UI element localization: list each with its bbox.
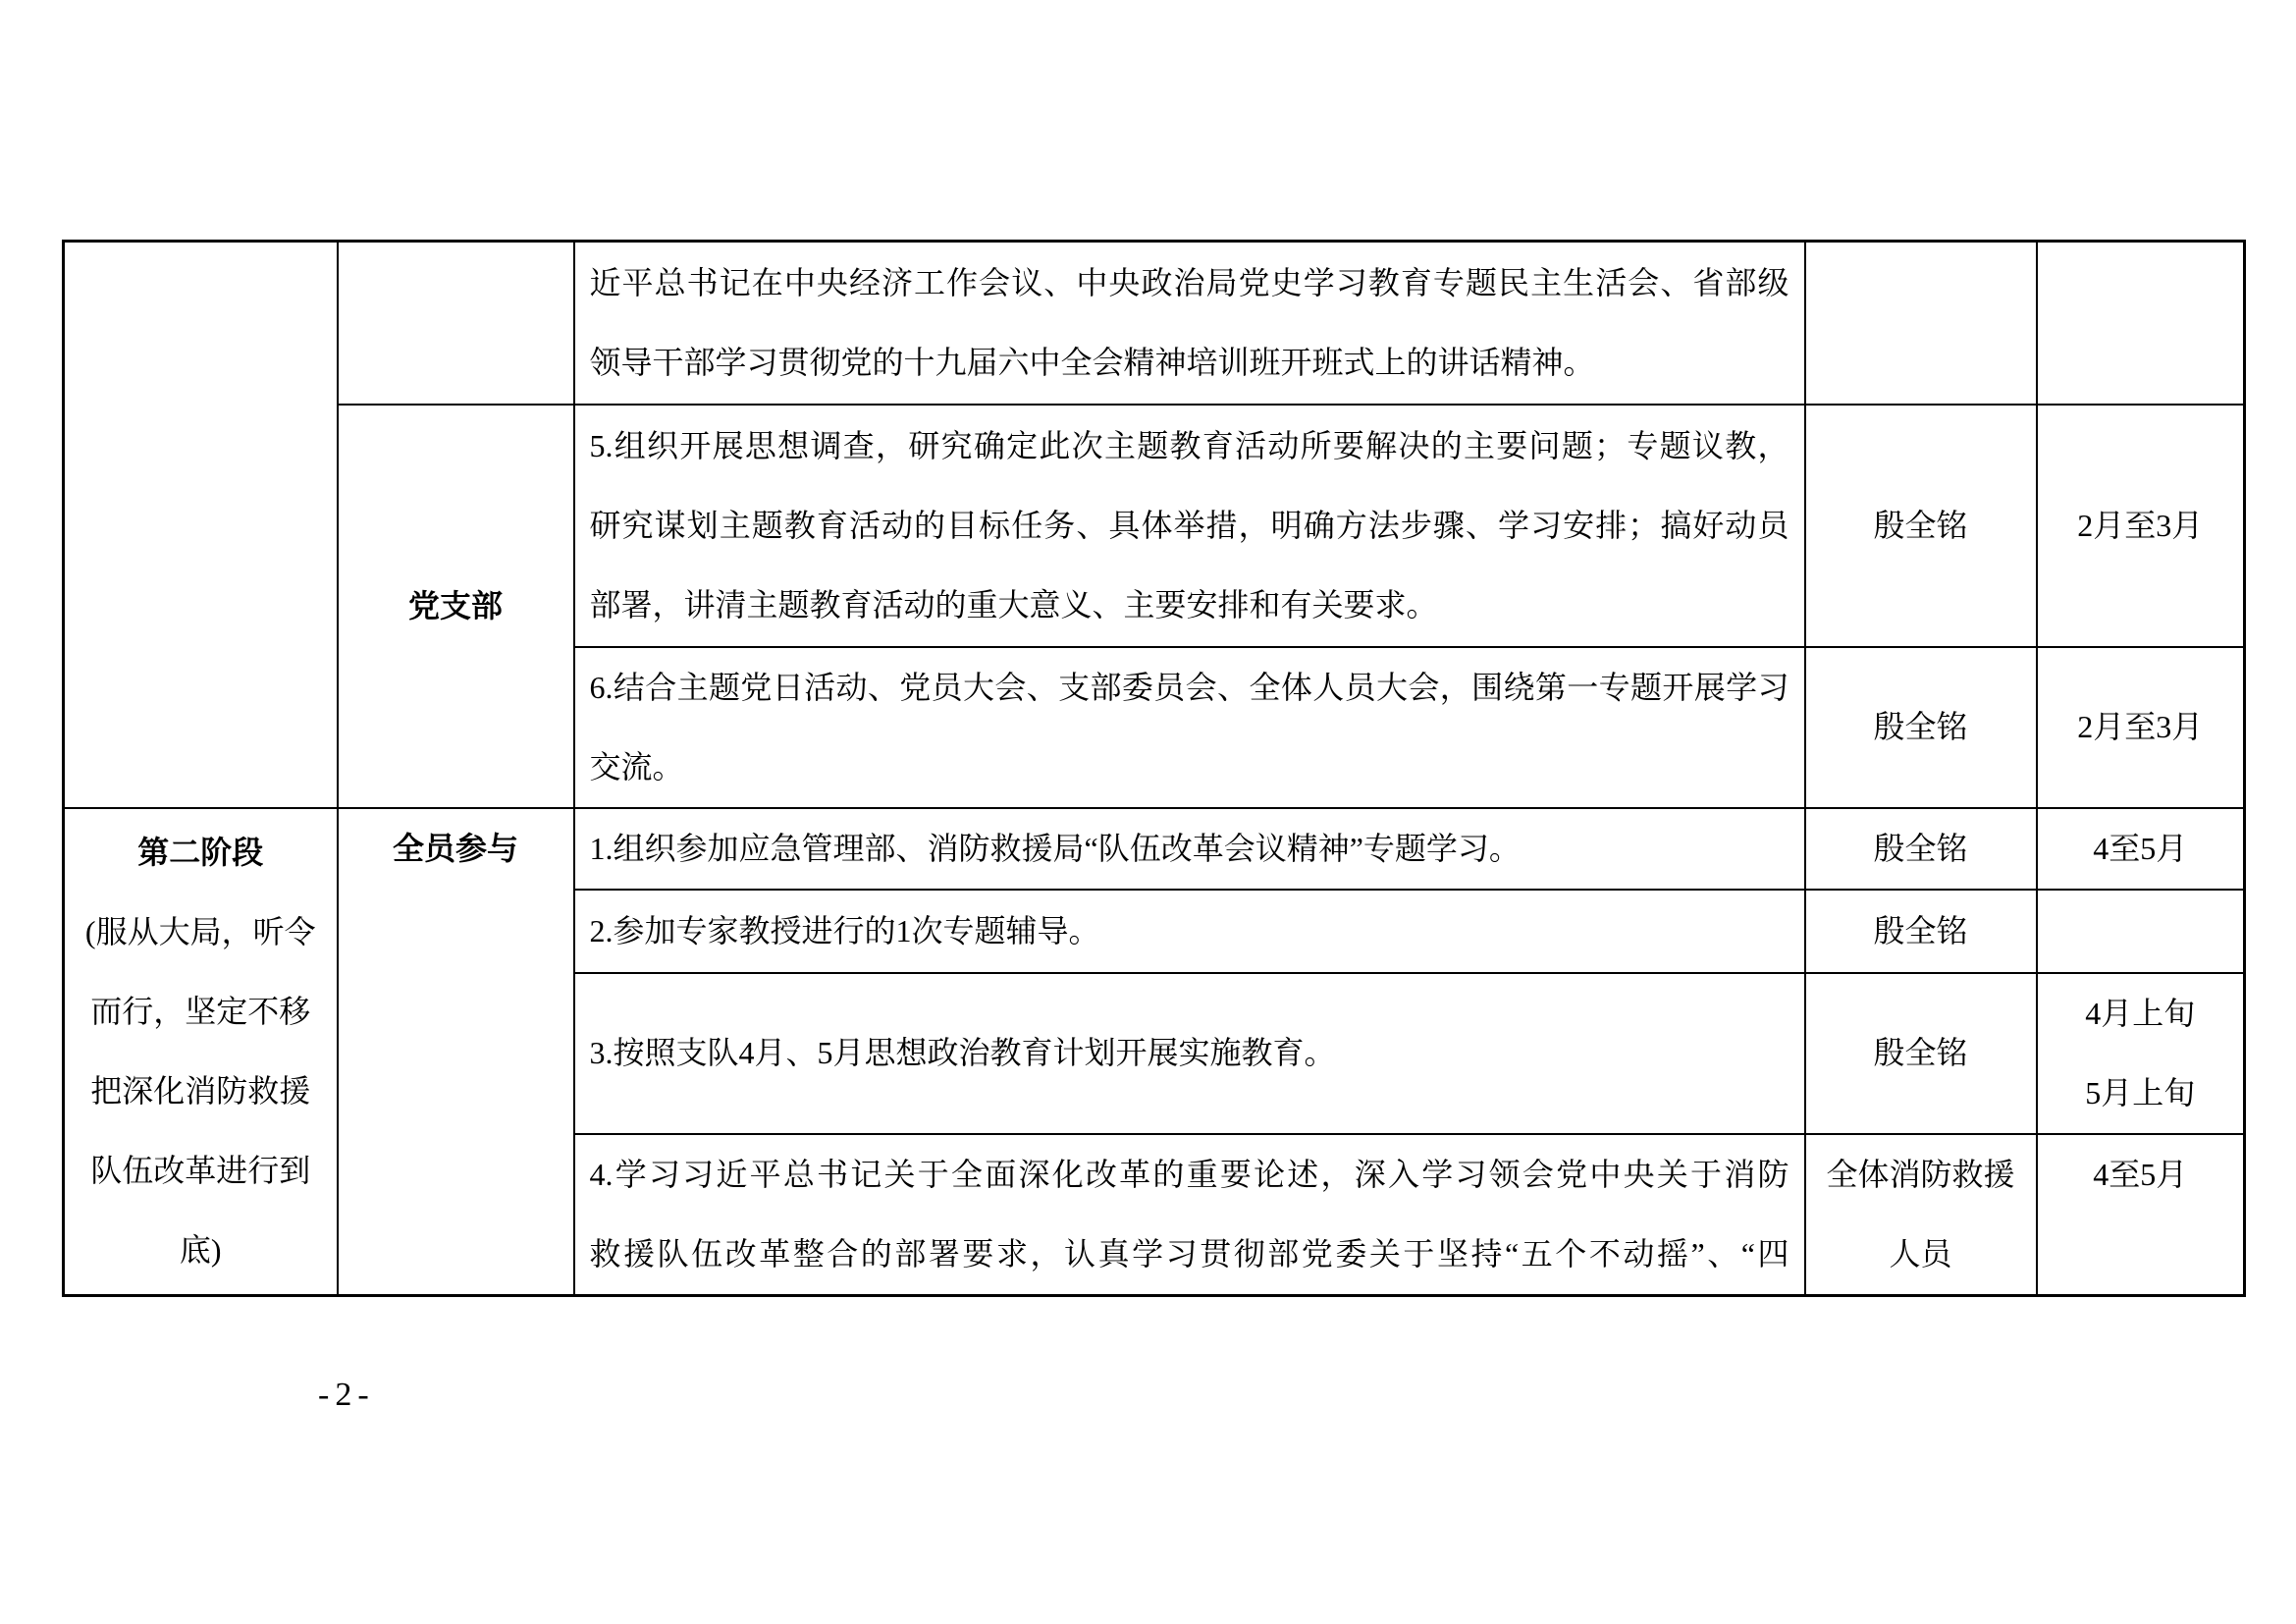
stage-description-line: 把深化消防救援 bbox=[90, 1072, 311, 1109]
responsible-person: 殷全铭 bbox=[1873, 507, 1968, 543]
task-text-line: 6.结合主题党日活动、党员大会、支部委员会、全体人员大会，围绕第一专题开展学习 bbox=[589, 669, 1789, 705]
task-text-line: 领导干部学习贯彻党的十九届六中全会精神培训班开班式上的讲话精神。 bbox=[589, 344, 1595, 380]
time-cell bbox=[2037, 405, 2245, 647]
stage-description-line: 队伍改革进行到 bbox=[90, 1152, 311, 1188]
page-number: -2- bbox=[318, 1377, 375, 1413]
task-text-line: 研究谋划主题教育活动的目标任务、具体举措，明确方法步骤、学习安排；搞好动员 bbox=[589, 507, 1789, 543]
time-cell bbox=[2037, 647, 2245, 808]
work-schedule-table bbox=[62, 240, 2246, 1297]
time-cell bbox=[2037, 808, 2245, 890]
responsible-person: 殷全铭 bbox=[1873, 912, 1968, 948]
time-cell bbox=[2037, 973, 2245, 1134]
time-cell-empty bbox=[2037, 890, 2245, 973]
participant-label: 党支部 bbox=[407, 587, 503, 623]
time-period: 4月上旬 bbox=[2085, 995, 2196, 1031]
responsible-person: 人员 bbox=[1889, 1235, 1952, 1272]
time-period: 2月至3月 bbox=[2077, 709, 2204, 744]
responsible-person: 殷全铭 bbox=[1873, 709, 1968, 744]
responsible-cell bbox=[1805, 973, 2037, 1134]
participant-cell bbox=[338, 405, 574, 808]
task-cell bbox=[574, 647, 1805, 808]
time-period: 4至5月 bbox=[2093, 830, 2188, 866]
responsible-cell bbox=[1805, 890, 2037, 973]
responsible-cell-empty bbox=[1805, 242, 2037, 405]
task-cell bbox=[574, 242, 1805, 405]
responsible-cell bbox=[1805, 405, 2037, 647]
task-text-line: 近平总书记在中央经济工作会议、中央政治局党史学习教育专题民主生活会、省部级 bbox=[589, 264, 1789, 300]
stage-description-line: 而行，坚定不移 bbox=[90, 993, 311, 1029]
task-text-line: 交流。 bbox=[589, 748, 684, 785]
stage-description-line: 底) bbox=[179, 1231, 222, 1268]
task-text-line: 部署，讲清主题教育活动的重大意义、主要安排和有关要求。 bbox=[589, 586, 1438, 623]
task-cell bbox=[574, 1134, 1805, 1296]
participant-cell bbox=[338, 808, 574, 1296]
task-text-line: 4.学习习近平总书记关于全面深化改革的重要论述，深入学习领会党中央关于消防 bbox=[589, 1156, 1789, 1192]
task-text-line: 5.组织开展思想调查，研究确定此次主题教育活动所要解决的主要问题；专题议教， bbox=[589, 427, 1789, 463]
time-period: 4至5月 bbox=[2093, 1156, 2188, 1192]
stage-cell bbox=[64, 808, 338, 1296]
table-row bbox=[64, 808, 2245, 890]
responsible-person: 殷全铭 bbox=[1873, 1035, 1968, 1070]
task-text-line: 2.参加专家教授进行的1次专题辅导。 bbox=[589, 912, 1100, 948]
responsible-person: 殷全铭 bbox=[1873, 830, 1968, 866]
time-cell bbox=[2037, 1134, 2245, 1296]
responsible-cell bbox=[1805, 1134, 2037, 1296]
stage-description-line: (服从大局，听令 bbox=[84, 913, 316, 949]
participant-cell-empty bbox=[338, 242, 574, 405]
responsible-cell bbox=[1805, 647, 2037, 808]
task-text-line: 1.组织参加应急管理部、消防救援局“队伍改革会议精神”专题学习。 bbox=[589, 830, 1521, 866]
table-row bbox=[64, 242, 2245, 405]
task-cell bbox=[574, 890, 1805, 973]
responsible-person: 全体消防救援 bbox=[1826, 1156, 2015, 1192]
time-cell-empty bbox=[2037, 242, 2245, 405]
task-cell bbox=[574, 405, 1805, 647]
task-text-line: 3.按照支队4月、5月思想政治教育计划开展实施教育。 bbox=[589, 1035, 1336, 1070]
responsible-cell bbox=[1805, 808, 2037, 890]
stage-cell-empty bbox=[64, 242, 338, 808]
participant-label: 全员参与 bbox=[392, 830, 518, 866]
time-period: 2月至3月 bbox=[2077, 507, 2204, 543]
task-cell bbox=[574, 808, 1805, 890]
stage-title: 第二阶段 bbox=[137, 834, 264, 870]
task-text-line: 救援队伍改革整合的部署要求，认真学习贯彻部党委关于坚持“五个不动摇”、“四 bbox=[589, 1235, 1789, 1272]
time-period: 5月上旬 bbox=[2085, 1074, 2196, 1110]
table-row bbox=[64, 405, 2245, 647]
task-cell bbox=[574, 973, 1805, 1134]
